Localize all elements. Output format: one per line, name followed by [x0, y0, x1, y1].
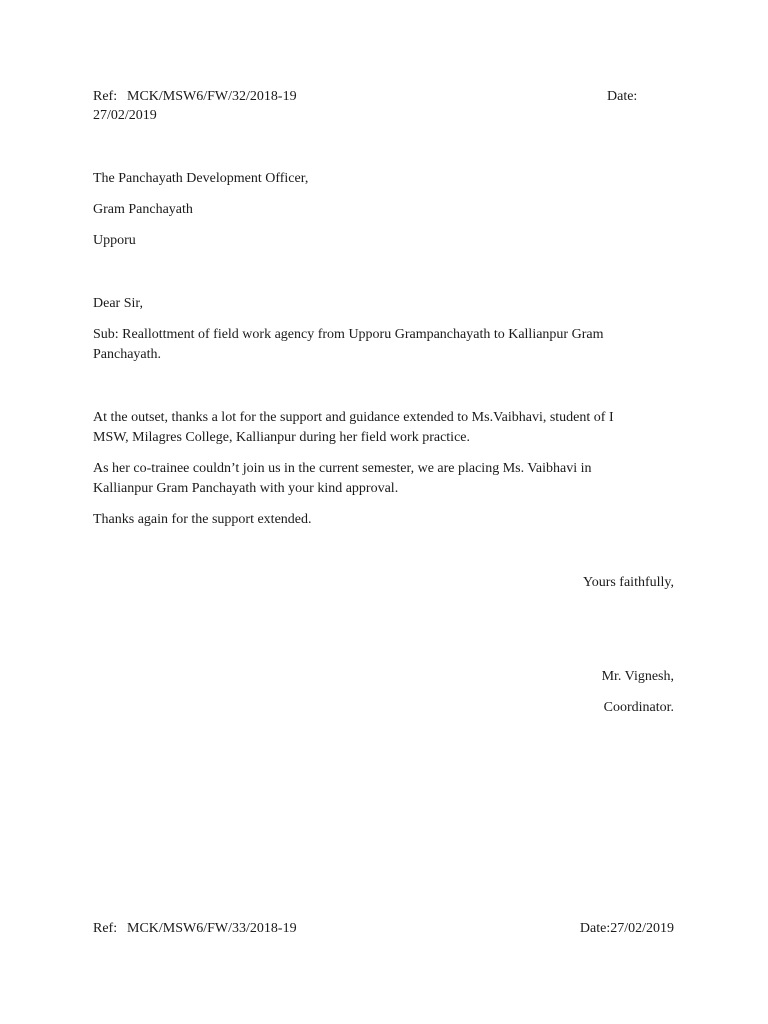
next-ref-label: Ref:	[93, 921, 118, 936]
signatory-name: Mr. Vignesh,	[601, 669, 674, 684]
subject-line-1: Sub: Reallottment of field work agency from Upporu Grampanchayath to Kallianpur Gram	[93, 327, 604, 342]
salutation: Dear Sir,	[93, 296, 143, 311]
ref-label: Ref:	[93, 89, 118, 104]
body-p2-line-1: As her co-trainee couldn’t join us in the current semester, we are placing Ms. Vaibhavi in	[93, 461, 592, 476]
body-p1-line-1: At the outset, thanks a lot for the support and guidance extended to Ms.Vaibhavi, student of I	[93, 410, 614, 425]
subject-line-2: Panchayath.	[93, 347, 162, 362]
signatory-title: Coordinator.	[603, 700, 674, 715]
body-p3: Thanks again for the support extended.	[93, 512, 312, 527]
date-value: 27/02/2019	[93, 108, 157, 123]
recipient-line-2: Gram Panchayath	[93, 202, 193, 217]
recipient-line-1: The Panchayath Development Officer,	[93, 171, 309, 186]
ref-number: MCK/MSW6/FW/32/2018-19	[127, 89, 297, 104]
recipient-line-3: Upporu	[93, 233, 136, 248]
date-label: Date:	[607, 89, 638, 104]
next-date: Date:27/02/2019	[579, 921, 674, 936]
next-ref-number: MCK/MSW6/FW/33/2018-19	[127, 921, 297, 936]
body-p1-line-2: MSW, Milagres College, Kallianpur during her field work practice.	[93, 430, 470, 445]
closing: Yours faithfully,	[582, 575, 674, 590]
body-p2-line-2: Kallianpur Gram Panchayath with your kind approval.	[93, 481, 399, 496]
